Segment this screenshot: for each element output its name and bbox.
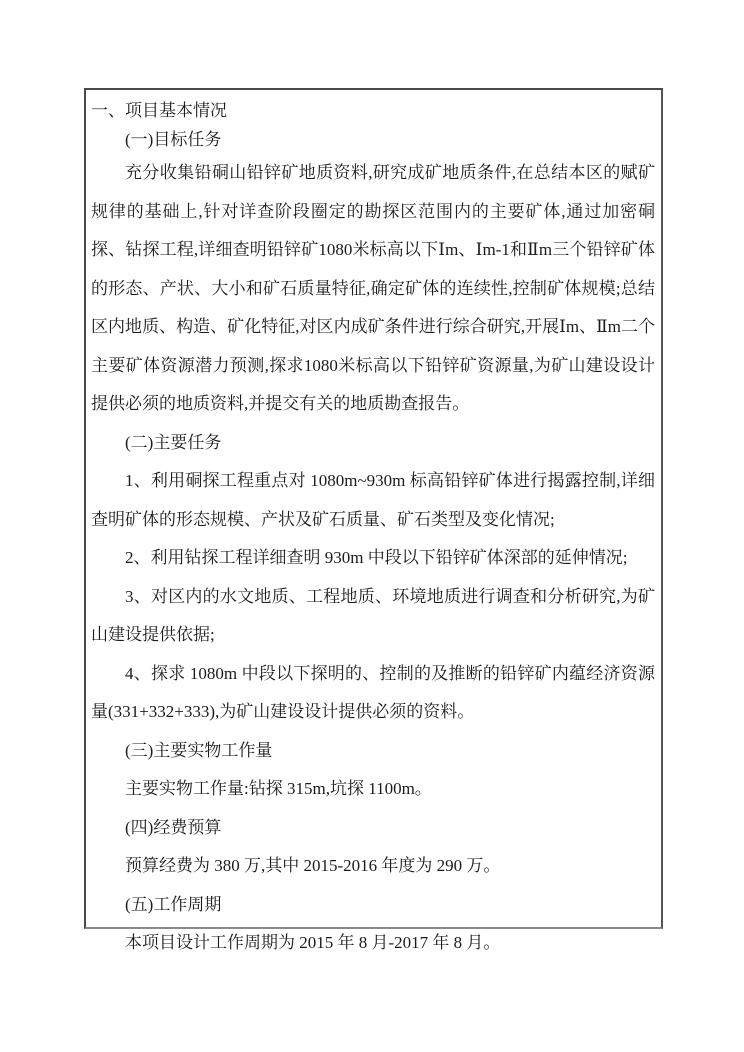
subsection-heading-main-tasks: (二)主要任务: [125, 432, 222, 452]
section-heading-basic-info: 一、项目基本情况: [91, 101, 227, 120]
subsection-heading-workload: (三)主要实物工作量: [125, 740, 273, 760]
subsection-heading-schedule: (五)工作周期: [125, 894, 222, 914]
task-item-4: 4、探求 1080m 中段以下探明的、控制的及推断的铅锌矿内蕴经济资源量(331+332+333),为矿山建设设计提供必须的资料。: [91, 663, 655, 721]
paragraph-budget: 预算经费为 380 万,其中 2015-2016 年度为 290 万。: [125, 856, 501, 875]
paragraph-workload: 主要实物工作量:钻探 315m,坑探 1100m。: [125, 779, 432, 798]
table-cell-frame: [84, 88, 663, 952]
subsection-heading-goals: (一)目标任务: [125, 130, 222, 149]
task-item-3: 3、对区内的水文地质、工程地质、环境地质进行调查和分析研究,为矿山建设提供依据;: [91, 586, 655, 644]
paragraph-schedule: 本项目设计工作周期为 2015 年 8 月-2017 年 8 月。: [125, 933, 501, 952]
task-item-1: 1、利用硐探工程重点对 1080m~930m 标高铅锌矿体进行揭露控制,详细查明矿体的形态规模、产状及矿石质量、矿石类型及变化情况;: [91, 471, 655, 529]
task-item-2: 2、利用钻探工程详细查明 930m 中段以下铅锌矿体深部的延伸情况;: [125, 548, 628, 567]
paragraph-goals: 充分收集铅硐山铅锌矿地质资料,研究成矿地质条件,在总结本区的赋矿规律的基础上,针对详查阶段圈定的勘探区范围内的主要矿体,通过加密硐探、钻探工程,详细查明铅锌矿1080米标高以下Ⅰm、Ⅰm-1和Ⅱm三个铅锌矿体的形态、产状、大小和矿石质量特征,确定矿体的连续性,控制矿体规模;总结区内地质、构造、矿化特征,对区内成矿条件进行综合研究,开展Ⅰm、Ⅱm二个主要矿体资源潜力预测,探求1080米标高以下铅锌矿资源量,为矿山建设设计提供必须的地质资料,并提交有关的地质勘查报告。: [91, 163, 655, 413]
subsection-heading-budget: (四)经费预算: [125, 817, 222, 837]
